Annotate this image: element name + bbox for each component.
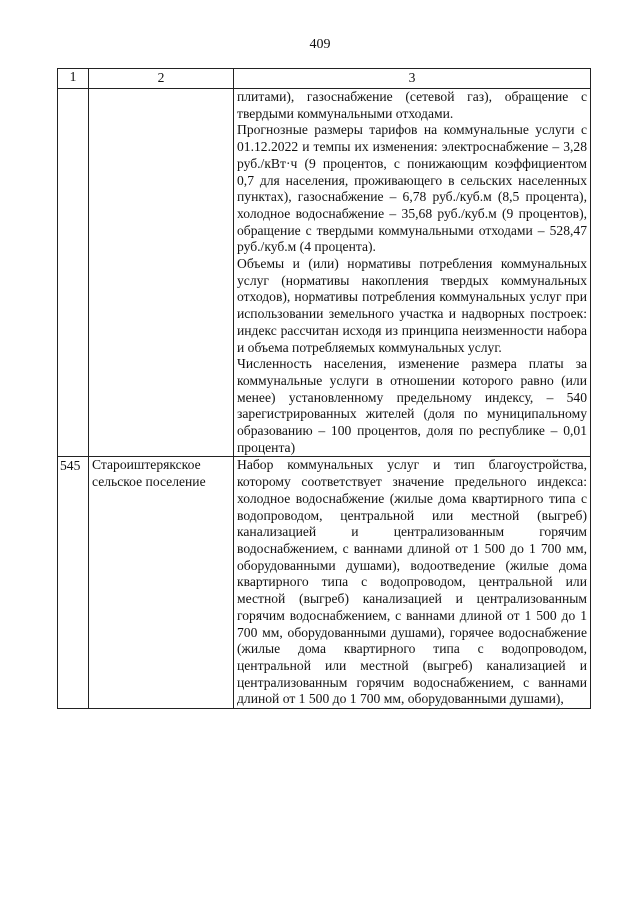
- column-header-2: 2: [89, 69, 234, 89]
- table-row: [58, 457, 591, 709]
- table-row: [58, 89, 591, 457]
- settlement-name-cell: [89, 89, 234, 457]
- description-paragraph: Численность населения, изменение размера платы за коммунальные услуги в отношении которого равно (или менее) установленному предельному индексу, – 540 зарегистрированных жителей (доля по муниципальному образованию – 100 процентов, доля по республике – 0,01 процента): [237, 356, 587, 455]
- settlement-name-cell: Староиштерякское сельское поселение: [89, 457, 234, 709]
- description-cell: [234, 89, 591, 457]
- description-cell: [234, 457, 591, 709]
- table-header-row: [58, 69, 591, 89]
- document-table: [57, 68, 591, 709]
- row-number-cell: [58, 89, 89, 457]
- column-header-1: 1: [58, 69, 89, 89]
- description-paragraph: Набор коммунальных услуг и тип благоустройства, которому соответствует значение предельного индекса: холодное водоснабжение (жилые дома квартирного типа с водопроводом, центральной или местной (выгреб) канализацией и централизованным горячим водоснабжением, с ваннами длиной от 1 500 до 1 700 мм, оборудованными душами), водоотведение (жилые дома квартирного типа с водопроводом, центральной или местной (выгреб) канализацией и централизованным горячим водоснабжением, с ваннами длиной от 1 500 до 1 700 мм, оборудованными душами), горячее водоснабжение (жилые дома квартирного типа с водопроводом, центральной или местной (выгреб) канализацией и централизованным горячим водоснабжением, с ваннами длиной от 1 500 до 1 700 мм, оборудованными душами),: [237, 457, 587, 707]
- column-header-3: 3: [234, 69, 591, 89]
- description-paragraph: Объемы и (или) нормативы потребления коммунальных услуг (нормативы накопления твердых коммунальных отходов), нормативы потребления коммунальных услуг при использовании земельного участка и надворных построек: индекс рассчитан исходя из принципа неизменности набора и объема потребляемых коммунальных услуг.: [237, 256, 587, 355]
- row-number-cell: 545: [58, 457, 89, 709]
- description-paragraph: плитами), газоснабжение (сетевой газ), обращение с твердыми коммунальными отходами.: [237, 89, 587, 121]
- description-paragraph: Прогнозные размеры тарифов на коммунальные услуги с 01.12.2022 и темпы их изменения: электроснабжение – 3,28 руб./кВт·ч (9 процентов, с понижающим коэффициентом 0,7 для населения, проживающего в сельских населенных пунктах), газоснабжение – 6,78 руб./куб.м (8,5 процента), холодное водоснабжение – 35,68 руб./куб.м (9 процентов), обращение с твердыми коммунальными отходами – 528,47 руб./куб.м (4 процента).: [237, 122, 587, 255]
- page-number: 409: [309, 37, 331, 52]
